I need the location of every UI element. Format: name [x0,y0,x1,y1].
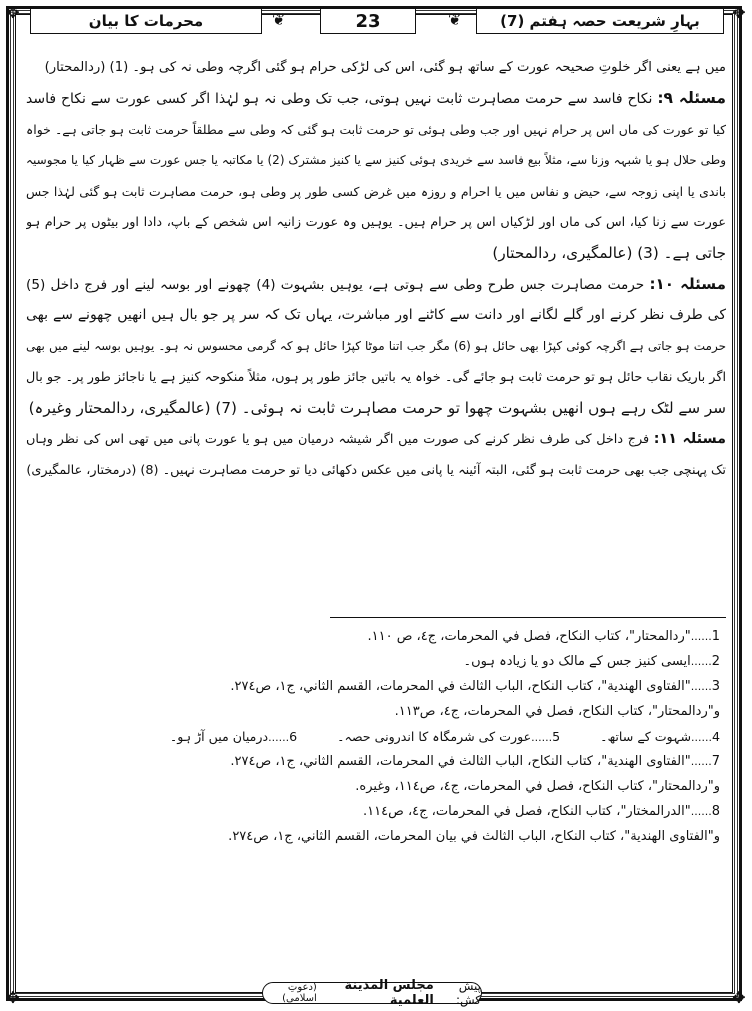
footer-prefix: پیش کش: [455,979,481,1007]
footnote-separator [330,617,726,618]
line-text: سر سے لٹک رہے ہوں انھیں بشہوت چھوا تو حرمت مصاہرت ثابت نہ ہوئی۔ (7) (عالمگیری، ردالمحتار وغیرہ) [28,399,726,417]
text-line [26,207,726,238]
footnote-text: درمیان میں آڑ ہو۔ [169,729,269,744]
flourish-icon: ❦ [272,10,286,29]
text-line [26,83,726,114]
masala-heading: مسئلہ ۱۰: [649,275,726,293]
footnote-text: "الفتاوى الهندية"، كتاب النكاح، الباب الثالث في المحرمات، القسم الثاني، ج١، ص٢٧٤. [230,679,691,694]
footnote-number: 3 [711,679,720,694]
line-text: کیا تو عورت کی ماں اس پر حرام نہیں اور جب وطی ہوئی تو حرمت ثابت ہو گئی کہ وطی سے مطلقاً حرمت ثابت ہو جاتی ہے۔ خواہ [26,122,726,137]
footnote-text: "ردالمحتار"، كتاب النكاح، فصل في المحرمات، ج٤، ص ١١٠. [367,629,691,644]
corner-ornament-icon: ✥ [732,3,746,22]
text-line [26,145,726,176]
text-line [26,52,726,83]
text-line [26,238,726,269]
footnote-number: 1 [711,629,720,644]
masala-heading: مسئلہ ۱۱: [653,431,726,447]
footnote [120,624,720,649]
text-line [26,362,726,393]
text-line [26,393,726,424]
line-text: باندی یا اپنی زوجہ سے، حیض و نفاس میں یا احرام و روزہ میں غرض کسی طور پر وطی ہو، حرمت مصاہرت ثابت ہو گئی لہٰذا جس [26,184,726,199]
page-number: 23 [320,8,416,34]
footnote-number: 4 [711,729,720,744]
footnote-number: 7 [711,754,720,769]
footnote-text: عورت کی شرمگاہ کا اندرونی حصہ۔ [337,729,532,744]
footnote [120,674,720,699]
line-text: نکاح فاسد سے حرمت مصاہرت ثابت نہیں ہوتی، جب تک وطی نہ ہو لہٰذا اگر کسی عورت سے نکاح فاسد [26,91,658,107]
line-text: عورت سے زنا کیا، اس کی ماں اور لڑکیاں اس پر حرام ہیں۔ یوہیں وہ عورت زانیہ اس شخص کے باپ، دادا اور بیٹوں پر حرام ہو [26,215,726,230]
flourish-icon: ❦ [448,10,462,29]
footnote-number: 8 [711,804,720,819]
corner-ornament-icon: ✥ [732,988,746,1007]
corner-ornament-icon: ✥ [6,3,20,22]
footnote [120,774,720,799]
footnote-text: و"الفتاوى الهندية"، كتاب النكاح، الباب الثالث في بيان المحرمات، القسم الثاني، ج١، ص٢٧٤. [228,829,720,844]
publisher-footer [262,978,482,1008]
text-line [26,269,726,300]
publisher-name: مجلس المدينة العلمية [344,978,434,1008]
footnote [120,799,720,824]
book-title: بہارِ شریعت حصہ ہفتم (7) [476,8,724,34]
text-line [26,455,726,486]
text-line [26,300,726,331]
masala-heading: مسئلہ ۹: [657,89,726,107]
publisher-subtitle: (دعوتِ اسلامی) [282,982,317,1004]
footnote-text: و"ردالمحتار"، كتاب النكاح، فصل في المحرمات، ج٤، ص١١٣. [394,704,720,719]
line-text: جاتی ہے۔ (3) (عالمگیری، ردالمحتار) [492,244,726,262]
footnote-number: 6 [289,729,298,744]
footnotes [120,624,720,849]
line-text: حرمت مصاہرت جس طرح وطی سے ہوتی ہے، یوہیں بشہوت (4) چھونے اور بوسہ لینے اور فرج داخل (5) [26,277,650,293]
line-text: حرمت ہو جاتی ہے اگرچہ کوئی کپڑا بھی حائل ہو (6) مگر جب اتنا موٹا کپڑا حائل ہو کہ گرمی محسوس نہ ہو۔ یوہیں بوسہ لینے میں بھی [26,339,726,353]
footnote-text: ایسی کنیز جس کے مالک دو یا زیادہ ہوں۔ [463,654,691,669]
text-line [26,331,726,362]
footnote-leader: ...... [691,731,712,744]
line-text: اگر باریک نقاب حائل ہو تو حرمت ثابت ہو جائے گی۔ خواہ یہ باتیں جائز طور پر ہوں، مثلاً منکوحہ کنیز ہے یا ناجائز طور پر۔ جو بال [26,370,726,385]
line-text: کی طرف نظر کرنے اور گلے لگانے اور دانت سے کاٹنے اور مباشرت، یہاں تک کہ سر پر جو بال ہیں انھیں چھونے سے بھی [26,307,726,323]
footnote [120,824,720,849]
footnote-leader: ...... [531,731,553,744]
footnote [120,699,720,724]
footnote-number: 2 [711,654,720,669]
footnote-text: شہوت کے ساتھ۔ [600,729,691,744]
footnote-leader: ...... [690,630,712,643]
footnote-text: "الفتاوى الهندية"، كتاب النكاح، الباب الثالث في المحرمات، القسم الثاني، ج١، ص٢٧٤. [230,754,691,769]
main-text [26,52,726,486]
corner-ornament-icon: ✥ [6,988,20,1007]
text-line [26,114,726,145]
footnote-number: 5 [552,729,561,744]
line-text: میں ہے یعنی اگر خلوتِ صحیحہ عورت کے ساتھ ہو گئی، اس کی لڑکی حرام ہو گئی اگرچہ وطی نہ کی ہو۔ (1) (ردالمحتار) [44,60,726,75]
footnote-leader: ...... [690,755,712,768]
footnote [120,749,720,774]
footnote-leader: ...... [690,805,712,818]
text-line [26,424,726,455]
chapter-title: محرمات کا بیان [30,8,262,34]
footnote-leader: ...... [690,655,712,668]
footnote-leader: ...... [690,680,712,693]
footnote-text: "الدرالمختار"، كتاب النكاح، فصل في المحرمات، ج٤، ص١١٤. [363,804,691,819]
line-text: تک پہنچی جب بھی حرمت ثابت ہو گئی، البتہ آئینہ یا پانی میں عکس دکھائی دیا تو حرمت مصاہرت نہیں۔ (8) (درمختار، عالمگیری) [26,463,726,478]
footnote [120,649,720,674]
line-text: فرج داخل کی طرف نظر کرنے کی صورت میں اگر شیشہ درمیان میں ہو یا عورت پانی میں تھی اس کی نظر وہاں [26,432,654,447]
footnote [120,724,720,749]
line-text: وطی حلال ہو یا شبہہ وزنا سے، مثلاً بیع فاسد سے خریدی ہوئی کنیز سے یا کنیز مشترک (2) یا مکاتبہ یا جس عورت سے ظہار کیا یا مجوسیہ [26,153,726,167]
text-line [26,176,726,207]
footnote-leader: ...... [268,731,290,744]
footnote-text: و"ردالمحتار"، كتاب النكاح، فصل في المحرمات، ج٤، ص١١٤، وغيره. [355,779,720,794]
